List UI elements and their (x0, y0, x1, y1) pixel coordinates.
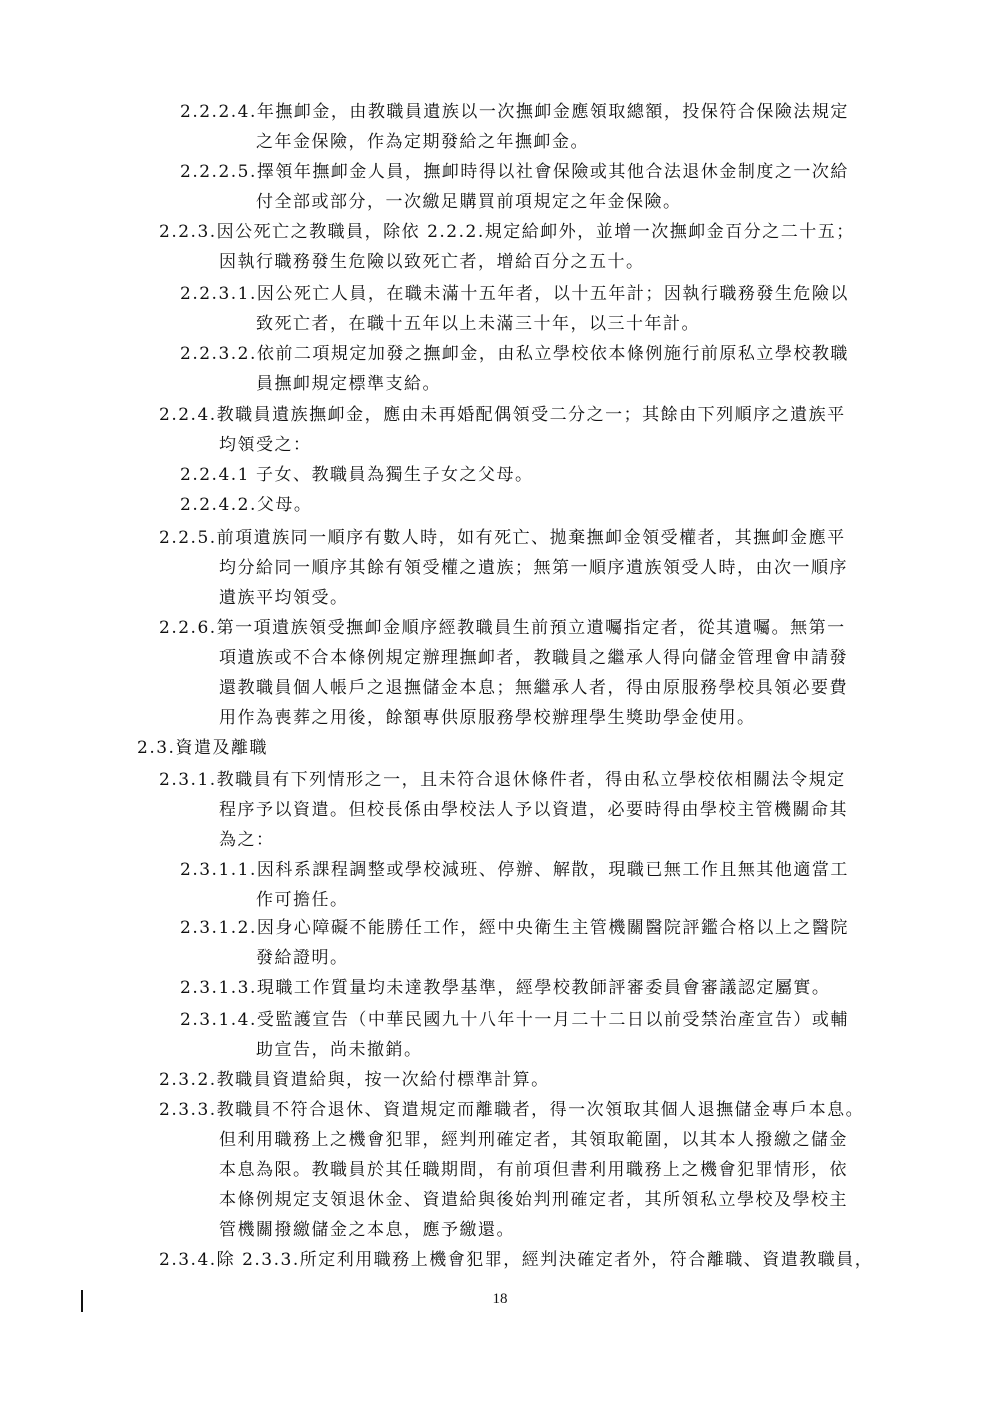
paragraph-2-3-3 (159, 1095, 864, 1245)
paragraph-2-2-5 (159, 523, 848, 613)
paragraph-line (180, 973, 830, 1003)
paragraph-text: 依前二項規定加發之撫卹金，由私立學校依本條例施行前原私立學校教職 (256, 344, 849, 364)
paragraph-line: 為之： (219, 830, 275, 850)
paragraph-2-3-1-2 (180, 913, 849, 973)
section-number: 2.3.1.4. (180, 1010, 257, 1030)
paragraph-line: 用作為喪葬之用後，餘額專供原服務學校辦理學生獎助學金使用。 (219, 708, 756, 728)
paragraph-line: 員撫卹規定標準支給。 (256, 374, 441, 394)
section-number: 2.2.2.4. (180, 102, 257, 122)
section-number: 2.3. (137, 738, 176, 758)
paragraph-text: 因公死亡人員，在職未滿十五年者，以十五年計；因執行職務發生危險以 (256, 284, 849, 304)
paragraph-2-2-3-2 (180, 339, 849, 399)
paragraph-2-2-3-1 (180, 279, 849, 339)
paragraph-line (180, 157, 849, 187)
paragraph-line: 因執行職務發生危險以致死亡者，增給百分之五十。 (219, 252, 645, 272)
paragraph-2-3-2 (159, 1065, 550, 1095)
paragraph-2-3-1-4 (180, 1005, 849, 1065)
paragraph-line (159, 1245, 873, 1275)
section-title: 資遣及離職 (175, 738, 268, 758)
paragraph-line (180, 279, 849, 309)
paragraph-line (159, 613, 848, 643)
paragraph-text: 父母。 (256, 495, 313, 515)
paragraph-text: 教職員資遣給與，按一次給付標準計算。 (216, 1070, 550, 1090)
paragraph-line (180, 97, 849, 127)
paragraph-2-3-1-1 (180, 855, 849, 915)
paragraph-line: 遺族平均領受。 (219, 588, 349, 608)
section-number: 2.3.1.2. (180, 918, 257, 938)
section-number: 2.3.1.1. (180, 860, 257, 880)
paragraph-line: 作可擔任。 (256, 890, 349, 910)
section-number: 2.2.2.5. (180, 162, 257, 182)
paragraph-2-2-2-4 (180, 97, 849, 157)
section-heading-2-3 (137, 733, 268, 763)
paragraph-line (159, 1065, 550, 1095)
paragraph-2-2-3 (159, 217, 855, 277)
section-number: 2.3.3. (159, 1100, 217, 1120)
paragraph-line (159, 523, 848, 553)
paragraph-2-3-1 (159, 765, 848, 855)
paragraph-line (159, 400, 846, 430)
paragraph-text: 子女、教職員為獨生子女之父母。 (255, 465, 534, 485)
paragraph-line: 還教職員個人帳戶之退撫儲金本息；無繼承人者，得由原服務學校具領必要費 (219, 678, 848, 698)
page-number: 18 (492, 1291, 508, 1307)
paragraph-line: 但利用職務上之機會犯罪，經判刑確定者，其領取範圍，以其本人撥繳之儲金 (219, 1130, 848, 1150)
paragraph-line (159, 765, 848, 795)
section-number: 2.2.4. (159, 405, 217, 425)
paragraph-line: 均領受之： (219, 435, 312, 455)
paragraph-line (159, 1095, 864, 1125)
paragraph-line (159, 217, 855, 247)
paragraph-text: 擇領年撫卹金人員，撫卹時得以社會保險或其他合法退休金制度之一次給 (256, 162, 849, 182)
paragraph-text: 現職工作質量均未達教學基準，經學校教師評審委員會審議認定屬實。 (256, 978, 831, 998)
paragraph-text: 教職員有下列情形之一，且未符合退休條件者，得由私立學校依相關法令規定 (216, 770, 846, 790)
paragraph-2-2-4-2 (180, 490, 312, 520)
paragraph-line: 之年金保險，作為定期發給之年撫卹金。 (256, 132, 589, 152)
section-number: 2.2.4.1 (180, 465, 250, 485)
section-number: 2.2.4.2. (180, 495, 257, 515)
paragraph-line: 本息為限。教職員於其任職期間，有前項但書利用職務上之機會犯罪情形，依 (219, 1160, 848, 1180)
paragraph-text: 因科系課程調整或學校減班、停辦、解散，現職已無工作且無其他適當工 (256, 860, 849, 880)
paragraph-text: 因公死亡之教職員，除依 2.2.2.規定給卹外，並增一次撫卹金百分之二十五； (216, 222, 855, 242)
paragraph-line (180, 855, 849, 885)
section-number: 2.2.6. (159, 618, 217, 638)
paragraph-line (180, 490, 312, 520)
section-number: 2.2.3.2. (180, 344, 257, 364)
paragraph-line: 致死亡者，在職十五年以上未滿三十年，以三十年計。 (256, 314, 700, 334)
paragraph-line: 程序予以資遣。但校長係由學校法人予以資遣，必要時得由學校主管機關命其 (219, 800, 848, 820)
paragraph-line (180, 913, 849, 943)
paragraph-line: 管機關撥繳儲金之本息，應予繳還。 (219, 1220, 515, 1240)
paragraph-line: 項遺族或不合本條例規定辦理撫卹者，教職員之繼承人得向儲金管理會申請發 (219, 648, 848, 668)
paragraph-line: 本條例規定支領退休金、資遣給與後始判刑確定者，其所領私立學校及學校主 (219, 1190, 848, 1210)
paragraph-text: 除 2.3.3.所定利用職務上機會犯罪，經判決確定者外，符合離職、資遣教職員， (216, 1250, 874, 1270)
paragraph-line (180, 460, 533, 490)
paragraph-text: 第一項遺族領受撫卹金順序經教職員生前預立遺囑指定者，從其遺囑。無第一 (216, 618, 846, 638)
paragraph-line (180, 339, 849, 369)
section-number: 2.2.5. (159, 528, 217, 548)
paragraph-text: 因身心障礙不能勝任工作，經中央衛生主管機關醫院評鑑合格以上之醫院 (256, 918, 849, 938)
section-number: 2.2.3. (159, 222, 217, 242)
paragraph-2-3-1-3 (180, 973, 830, 1003)
paragraph-line: 付全部或部分，一次繳足購買前項規定之年金保險。 (256, 192, 682, 212)
paragraph-2-2-2-5 (180, 157, 849, 217)
paragraph-text: 年撫卹金，由教職員遺族以一次撫卹金應領取總額，投保符合保險法規定 (256, 102, 849, 122)
paragraph-2-2-4-1 (180, 460, 533, 490)
section-number: 2.2.3.1. (180, 284, 257, 304)
section-number: 2.3.4. (159, 1250, 217, 1270)
paragraph-2-2-6 (159, 613, 848, 733)
section-number: 2.3.1.3. (180, 978, 257, 998)
paragraph-line (137, 733, 268, 763)
paragraph-line (180, 1005, 849, 1035)
paragraph-line: 發給證明。 (256, 948, 349, 968)
paragraph-line: 均分給同一順序其餘有領受權之遺族；無第一順序遺族領受人時，由次一順序 (219, 558, 848, 578)
paragraph-2-2-4 (159, 400, 846, 460)
paragraph-text: 教職員不符合退休、資遣規定而離職者，得一次領取其個人退撫儲金專戶本息。 (216, 1100, 865, 1120)
paragraph-2-3-4 (159, 1245, 873, 1275)
paragraph-text: 教職員遺族撫卹金，應由未再婚配偶領受二分之一；其餘由下列順序之遺族平 (216, 405, 846, 425)
section-number: 2.3.1. (159, 770, 217, 790)
paragraph-text: 受監護宣告（中華民國九十八年十一月二十二日以前受禁治產宣告）或輔 (256, 1010, 849, 1030)
section-number: 2.3.2. (159, 1070, 217, 1090)
paragraph-text: 前項遺族同一順序有數人時，如有死亡、拋棄撫卹金領受權者，其撫卹金應平 (216, 528, 846, 548)
paragraph-line: 助宣告，尚未撤銷。 (256, 1040, 423, 1060)
